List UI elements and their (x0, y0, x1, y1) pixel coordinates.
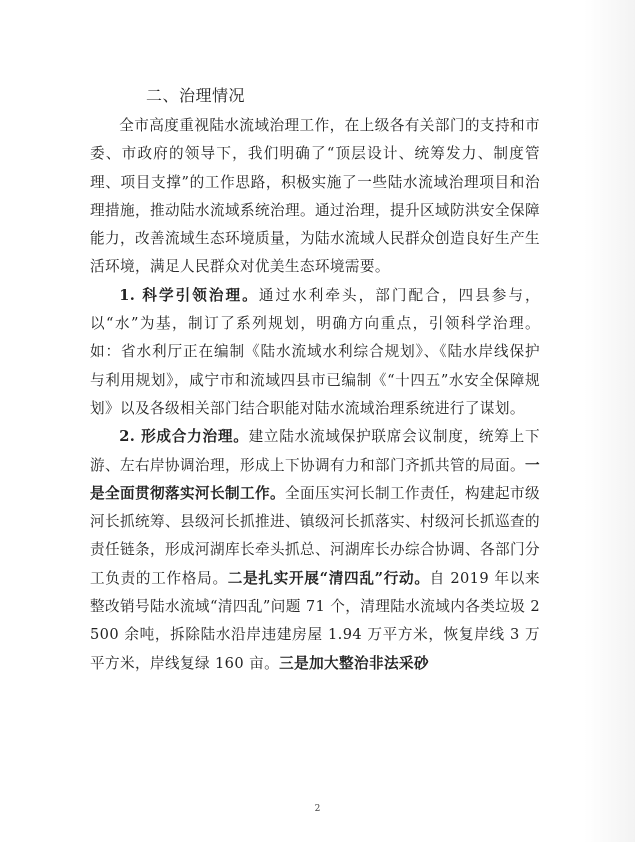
paragraph-body-2c: 自 2019 年以来整改销号陆水流域“清四乱”问题 71 个，清理陆水流域内各类垃圾 2500 余吨，拆除陆水沿岸违建房屋 1.94 万平方米，恢复岸线 3 万平方米，岸线复绿 160 亩。 (90, 569, 541, 672)
paragraph-scientific-guidance (90, 282, 540, 423)
subpoint-clear-four-chaos: 二是扎实开展“清四乱”行动。 (227, 569, 430, 587)
paragraph-lead-1: 1. 科学引领治理。 (119, 286, 259, 304)
paragraph-body-2b: 全面压实河长制工作责任，构建起市级河长抓统筹、县级河长抓推进、镇级河长抓落实、村级河长抓巡查的责任链条，形成河湖库长牵头抓总、河湖库长办综合协调、各部门分工负责的工作格局。 (90, 484, 540, 587)
subpoint-river-chief: 一是全面贯彻落实河长制工作。 (90, 456, 540, 502)
section-heading: 二、治理情况 (146, 86, 246, 105)
paragraph-lead-2: 2. 形成合力治理。 (119, 428, 249, 446)
subpoint-illegal-sand-mining: 三是加大整治非法采砂 (279, 654, 430, 672)
page-number: 2 (314, 804, 321, 814)
paragraph-overview: 全市高度重视陆水流域治理工作，在上级各有关部门的支持和市委、市政府的领导下，我们明确了“顶层设计、统筹发力、制度管理、项目支撑”的工作思路，积极实施了一些陆水流域治理项目和治理措施，推动陆水流域系统治理。通过治理，提升区域防洪安全保障能力，改善流域生态环境质量，为陆水流域人民群众创造良好生产生活环境，满足人民群众对优美生态环境需要。 (90, 117, 540, 276)
paragraph-body-2a: 建立陆水流域保护联席会议制度，统筹上下游、左右岸协调治理，形成上下协调有力和部门齐抓共管的局面。 (90, 428, 540, 474)
paragraph-joint-governance (90, 423, 540, 678)
document-body (90, 82, 540, 678)
paragraph-body-1: 通过水利牵头，部门配合，四县参与，以“水”为基，制订了系列规划，明确方向重点，引领科学治理。如：省水利厅正在编制《陆水流域水利综合规划》、《陆水岸线保护与利用规划》，咸宁市和流域四县市已编制《“十四五”水安全保障规划》以及各级相关部门结合职能对陆水流域治理系统进行了谋划。 (90, 286, 540, 417)
